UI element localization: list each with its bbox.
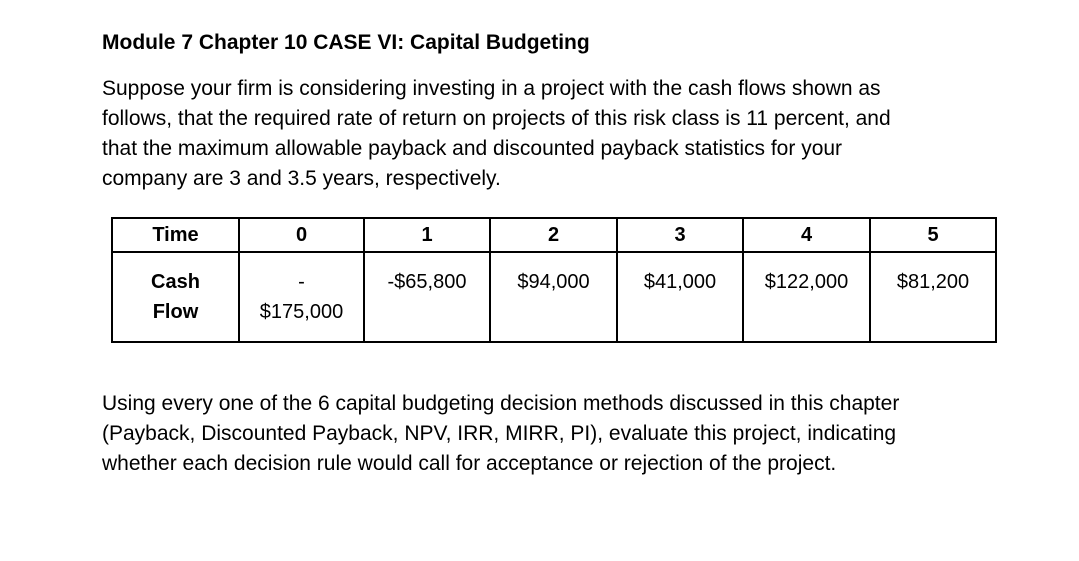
cash-flow-value: - bbox=[298, 271, 305, 293]
cash-flow-row-label bbox=[112, 252, 239, 342]
period-header-1: 1 bbox=[364, 218, 490, 252]
cash-flow-cell-3 bbox=[617, 252, 743, 342]
problem-statement-line: Suppose your firm is considering investing in a project with the cash flows shown as bbox=[102, 77, 881, 100]
cash-flow-cell-5 bbox=[870, 252, 996, 342]
cash-flow-cell-2 bbox=[490, 252, 617, 342]
cash-flow-value: $122,000 bbox=[764, 271, 849, 293]
cash-flow-value: $41,000 bbox=[643, 271, 717, 293]
question-line: whether each decision rule would call for acceptance or rejection of the project. bbox=[102, 452, 837, 475]
question-text bbox=[102, 389, 899, 479]
period-header-3: 3 bbox=[617, 218, 743, 252]
cash-flow-value: -$65,800 bbox=[387, 271, 467, 293]
time-header-label: Time bbox=[112, 218, 239, 252]
cash-flow-cell-0 bbox=[239, 252, 364, 342]
question-line: Using every one of the 6 capital budgeting decision methods discussed in this chapter bbox=[102, 392, 900, 415]
problem-statement-line: company are 3 and 3.5 years, respectively. bbox=[102, 167, 501, 190]
period-header-0: 0 bbox=[239, 218, 364, 252]
cash-flow-value: $94,000 bbox=[517, 271, 590, 293]
problem-statement bbox=[102, 74, 891, 194]
cash-flow-cell-4 bbox=[743, 252, 870, 342]
cash-flow-value: $175,000 bbox=[259, 301, 344, 323]
question-line: (Payback, Discounted Payback, NPV, IRR, MIRR, PI), evaluate this project, indicating bbox=[102, 422, 897, 445]
problem-statement-line: follows, that the required rate of return on projects of this risk class is 11 percent, and bbox=[102, 107, 891, 130]
cash-flow-table bbox=[111, 217, 997, 343]
time-header-row bbox=[112, 218, 996, 252]
problem-statement-line: that the maximum allowable payback and discounted payback statistics for your bbox=[102, 137, 843, 160]
cash-flow-cell-1 bbox=[364, 252, 490, 342]
period-header-5: 5 bbox=[870, 218, 996, 252]
cash-flow-row-label-line: Cash bbox=[151, 271, 200, 293]
cash-flow-row bbox=[112, 252, 996, 342]
case-title: Module 7 Chapter 10 CASE VI: Capital Budgeting bbox=[102, 31, 590, 54]
period-header-4: 4 bbox=[743, 218, 870, 252]
cash-flow-value: $81,200 bbox=[896, 271, 970, 293]
cash-flow-row-label-line: Flow bbox=[152, 301, 199, 323]
period-header-2: 2 bbox=[490, 218, 617, 252]
